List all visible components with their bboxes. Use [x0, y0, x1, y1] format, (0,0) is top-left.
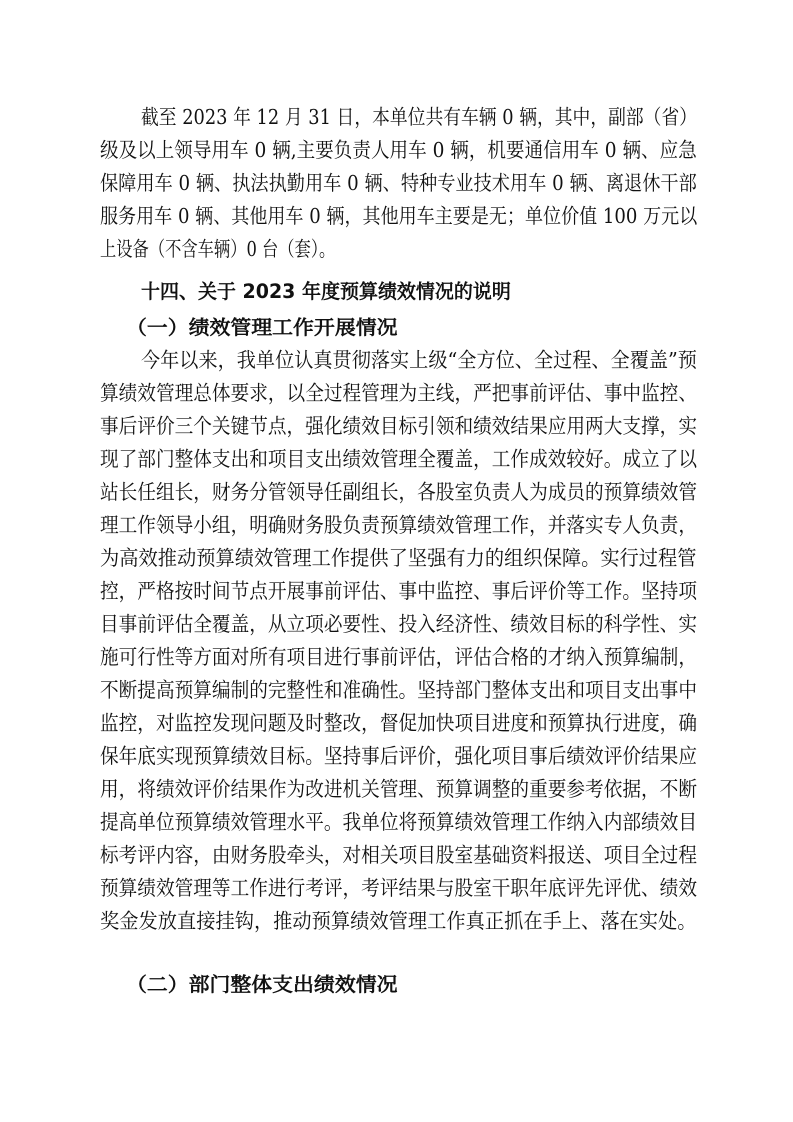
subheading-performance-management: （一）绩效管理工作开展情况 [126, 316, 398, 339]
paragraph-performance-line: 算绩效管理总体要求，以全过程管理为主线，严把事前评估、事中监控、 [100, 381, 697, 405]
paragraph-vehicles-line: 级及以上领导用车 0 辆,主要负责人用车 0 辆，机要通信用车 0 辆、应急 [100, 138, 697, 162]
paragraph-performance-line: 标考评内容，由财务股牵头，对相关项目股室基础资料报送、项目全过程 [100, 843, 697, 867]
paragraph-performance-line: 奖金发放直接挂钩，推动预算绩效管理工作真正抓在手上、落在实处。 [100, 909, 697, 933]
paragraph-performance-line: 理工作领导小组，明确财务股负责预算绩效管理工作，并落实专人负责， [100, 513, 697, 537]
paragraph-vehicles-line: 保障用车 0 辆、执法执勤用车 0 辆、特种专业技术用车 0 辆、离退休干部 [100, 171, 697, 195]
paragraph-performance-line: 今年以来，我单位认真贯彻落实上级“全方位、全过程、全覆盖”预 [141, 348, 697, 372]
subheading-department-expenditure: （二）部门整体支出绩效情况 [126, 973, 398, 996]
section-heading: 十四、关于 2023 年度预算绩效情况的说明 [141, 280, 511, 303]
paragraph-performance-line: 站长任组长，财务分管领导任副组长，各股室负责人为成员的预算绩效管 [100, 480, 697, 504]
paragraph-performance-line: 控，严格按时间节点开展事前评估、事中监控、事后评价等工作。坚持项 [100, 579, 697, 603]
paragraph-performance-line: 提高单位预算绩效管理水平。我单位将预算绩效管理工作纳入内部绩效目 [100, 810, 697, 834]
paragraph-vehicles-line: 服务用车 0 辆、其他用车 0 辆，其他用车主要是无；单位价值 100 万元以 [100, 204, 698, 228]
paragraph-performance-line: 施可行性等方面对所有项目进行事前评估，评估合格的才纳入预算编制， [100, 645, 697, 669]
paragraph-performance-line: 用，将绩效评价结果作为改进机关管理、预算调整的重要参考依据，不断 [100, 777, 697, 801]
paragraph-performance-line: 预算绩效管理等工作进行考评，考评结果与股室干职年底评先评优、绩效 [100, 876, 697, 900]
paragraph-performance-line: 为高效推动预算绩效管理工作提供了坚强有力的组织保障。实行过程管 [100, 546, 697, 570]
paragraph-vehicles-line: 上设备（不含车辆）0 台（套）。 [100, 237, 336, 261]
paragraph-performance-line: 不断提高预算编制的完整性和准确性。坚持部门整体支出和项目支出事中 [100, 678, 697, 702]
paragraph-performance-line: 监控，对监控发现问题及时整改，督促加快项目进度和预算执行进度，确 [100, 711, 697, 735]
paragraph-performance-line: 现了部门整体支出和项目支出绩效管理全覆盖，工作成效较好。成立了以 [100, 447, 697, 471]
paragraph-performance-line: 目事前评估全覆盖，从立项必要性、投入经济性、绩效目标的科学性、实 [100, 612, 697, 636]
paragraph-vehicles-line: 截至 2023 年 12 月 31 日，本单位共有车辆 0 辆，其中，副部（省） [141, 105, 698, 129]
paragraph-performance-line: 保年底实现预算绩效目标。坚持事后评价，强化项目事后绩效评价结果应 [100, 744, 697, 768]
paragraph-performance-line: 事后评价三个关键节点，强化绩效目标引领和绩效结果应用两大支撑，实 [100, 414, 697, 438]
